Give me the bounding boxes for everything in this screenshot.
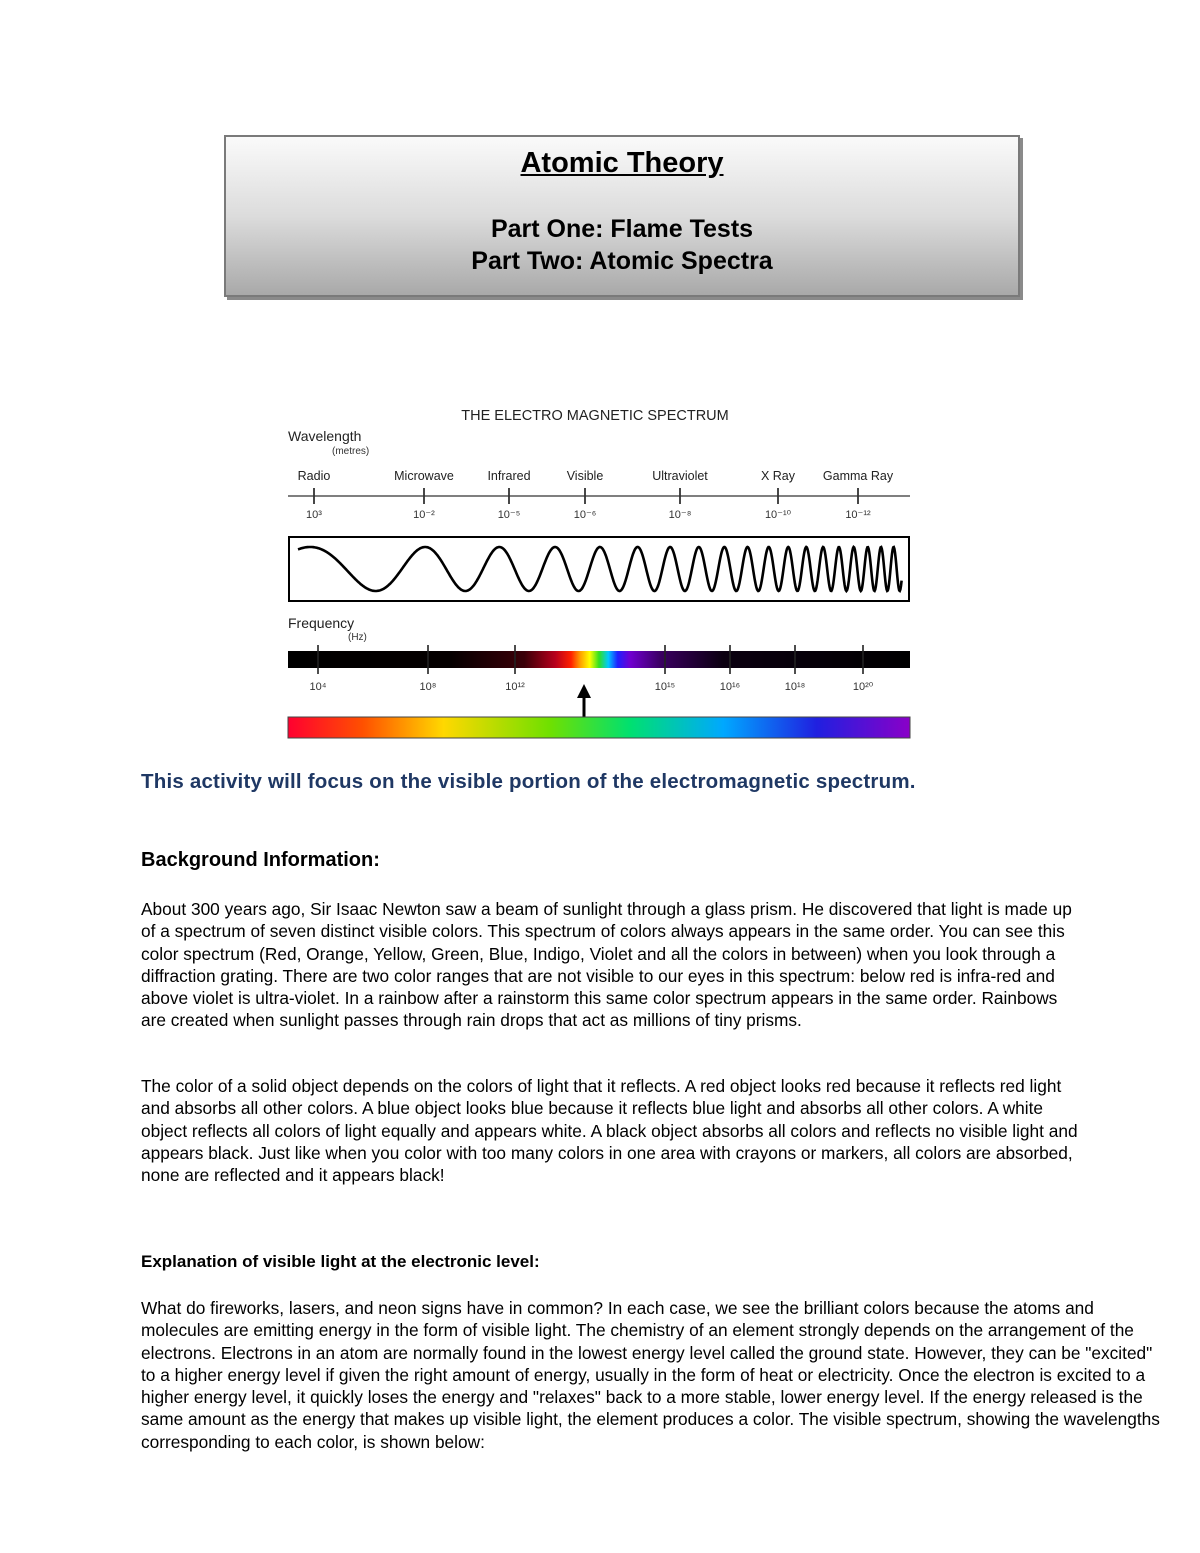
visible-rainbow-bar: [288, 717, 910, 738]
part-two-subtitle: Part Two: Atomic Spectra: [471, 247, 773, 275]
band-wavelength: 10⁻⁶: [573, 509, 597, 521]
wavelength-label: Wavelength: [288, 428, 362, 444]
title-box: [224, 135, 1020, 297]
band-label: Ultraviolet: [652, 469, 708, 483]
frequency-bar: [288, 651, 910, 668]
band-wavelength: 10⁻²: [413, 509, 435, 521]
band-wavelength: 10⁻¹⁰: [764, 509, 792, 521]
background-paragraph-2: The color of a solid object depends on the colors of light that it reflects. A red object looks red because it reflects red light and absorbs all other colors. A blue object looks blue because it reflects blue light and absorbs all other colors. A white object reflects all colors of light equally and appears white. A black object absorbs all colors and reflects no visible light and appears black. Just like when you color with too many colors in one area with crayons or markers, all colors are absorbed, none are reflected and it appears black!: [141, 1076, 1078, 1186]
band-label: Microwave: [394, 469, 454, 483]
frequency-value: 10¹²: [505, 681, 525, 693]
frequency-value: 10⁴: [309, 681, 327, 693]
electromagnetic-spectrum-figure: [280, 398, 920, 743]
frequency-label: Frequency: [288, 615, 355, 631]
band-wavelength: 10⁻¹²: [845, 509, 871, 521]
document-title: Atomic Theory: [520, 147, 724, 179]
band-label: Visible: [566, 469, 604, 483]
explanation-heading: Explanation of visible light at the electronic level:: [141, 1252, 540, 1271]
background-paragraph-1: About 300 years ago, Sir Isaac Newton saw a beam of sunlight through a glass prism. He discovered that light is made up of a spectrum of seven distinct visible colors. This spectrum of colors always appears in the same order. You can see this color spectrum (Red, Orange, Yellow, Green, Blue, Indigo, Violet and all the colors in between) when you look through a diffraction grating. There are two color ranges that are not visible to our eyes in this spectrum: below red is infra-red and above violet is ultra-violet. In a rainbow after a rainstorm this same color spectrum appears in the same order. Rainbows are created when sunlight passes through rain drops that act as millions of tiny prisms.: [141, 899, 1072, 1031]
wavelength-unit: (metres): [332, 446, 370, 457]
band-label: X Ray: [760, 469, 796, 483]
frequency-value: 10¹⁸: [784, 681, 806, 693]
visible-arrow-head: [577, 684, 591, 698]
frequency-unit: (Hz): [348, 632, 367, 643]
background-heading: Background Information:: [141, 849, 380, 871]
band-wavelength: 10⁻⁸: [668, 509, 692, 521]
frequency-value: 10¹⁶: [719, 681, 741, 693]
band-wavelength: 10⁻⁵: [497, 509, 521, 521]
band-label: Radio: [297, 469, 331, 483]
part-one-subtitle: Part One: Flame Tests: [490, 215, 754, 243]
band-label: Infrared: [487, 469, 531, 483]
band-group: [298, 469, 894, 521]
explanation-paragraph: What do fireworks, lasers, and neon signs have in common? In each case, we see the brilliant colors because the atoms and molecules are emitting energy in the form of visible light. The chemistry of an element strongly depends on the arrangement of the electrons. Electrons in an atom are normally found in the lowest energy level called the ground state. However, they can be "excited" to a higher energy level if given the right amount of energy, usually in the form of heat or electricity. Once the electron is excited to a higher energy level, it quickly loses the energy and "relaxes" back to a more stable, lower energy level. If the energy released is the same amount as the energy that makes up visible light, the element produces a color. The visible spectrum, showing the wavelengths corresponding to each color, is shown below:: [141, 1298, 1160, 1452]
figure-title: THE ELECTRO MAGNETIC SPECTRUM: [461, 408, 729, 424]
band-label: Gamma Ray: [822, 469, 894, 483]
frequency-value: 10²⁰: [852, 681, 874, 693]
band-wavelength: 10³: [306, 509, 322, 521]
focus-statement: This activity will focus on the visible portion of the electromagnetic spectrum.: [141, 770, 916, 793]
frequency-value: 10¹⁵: [654, 681, 676, 693]
frequency-value: 10⁸: [419, 681, 437, 693]
